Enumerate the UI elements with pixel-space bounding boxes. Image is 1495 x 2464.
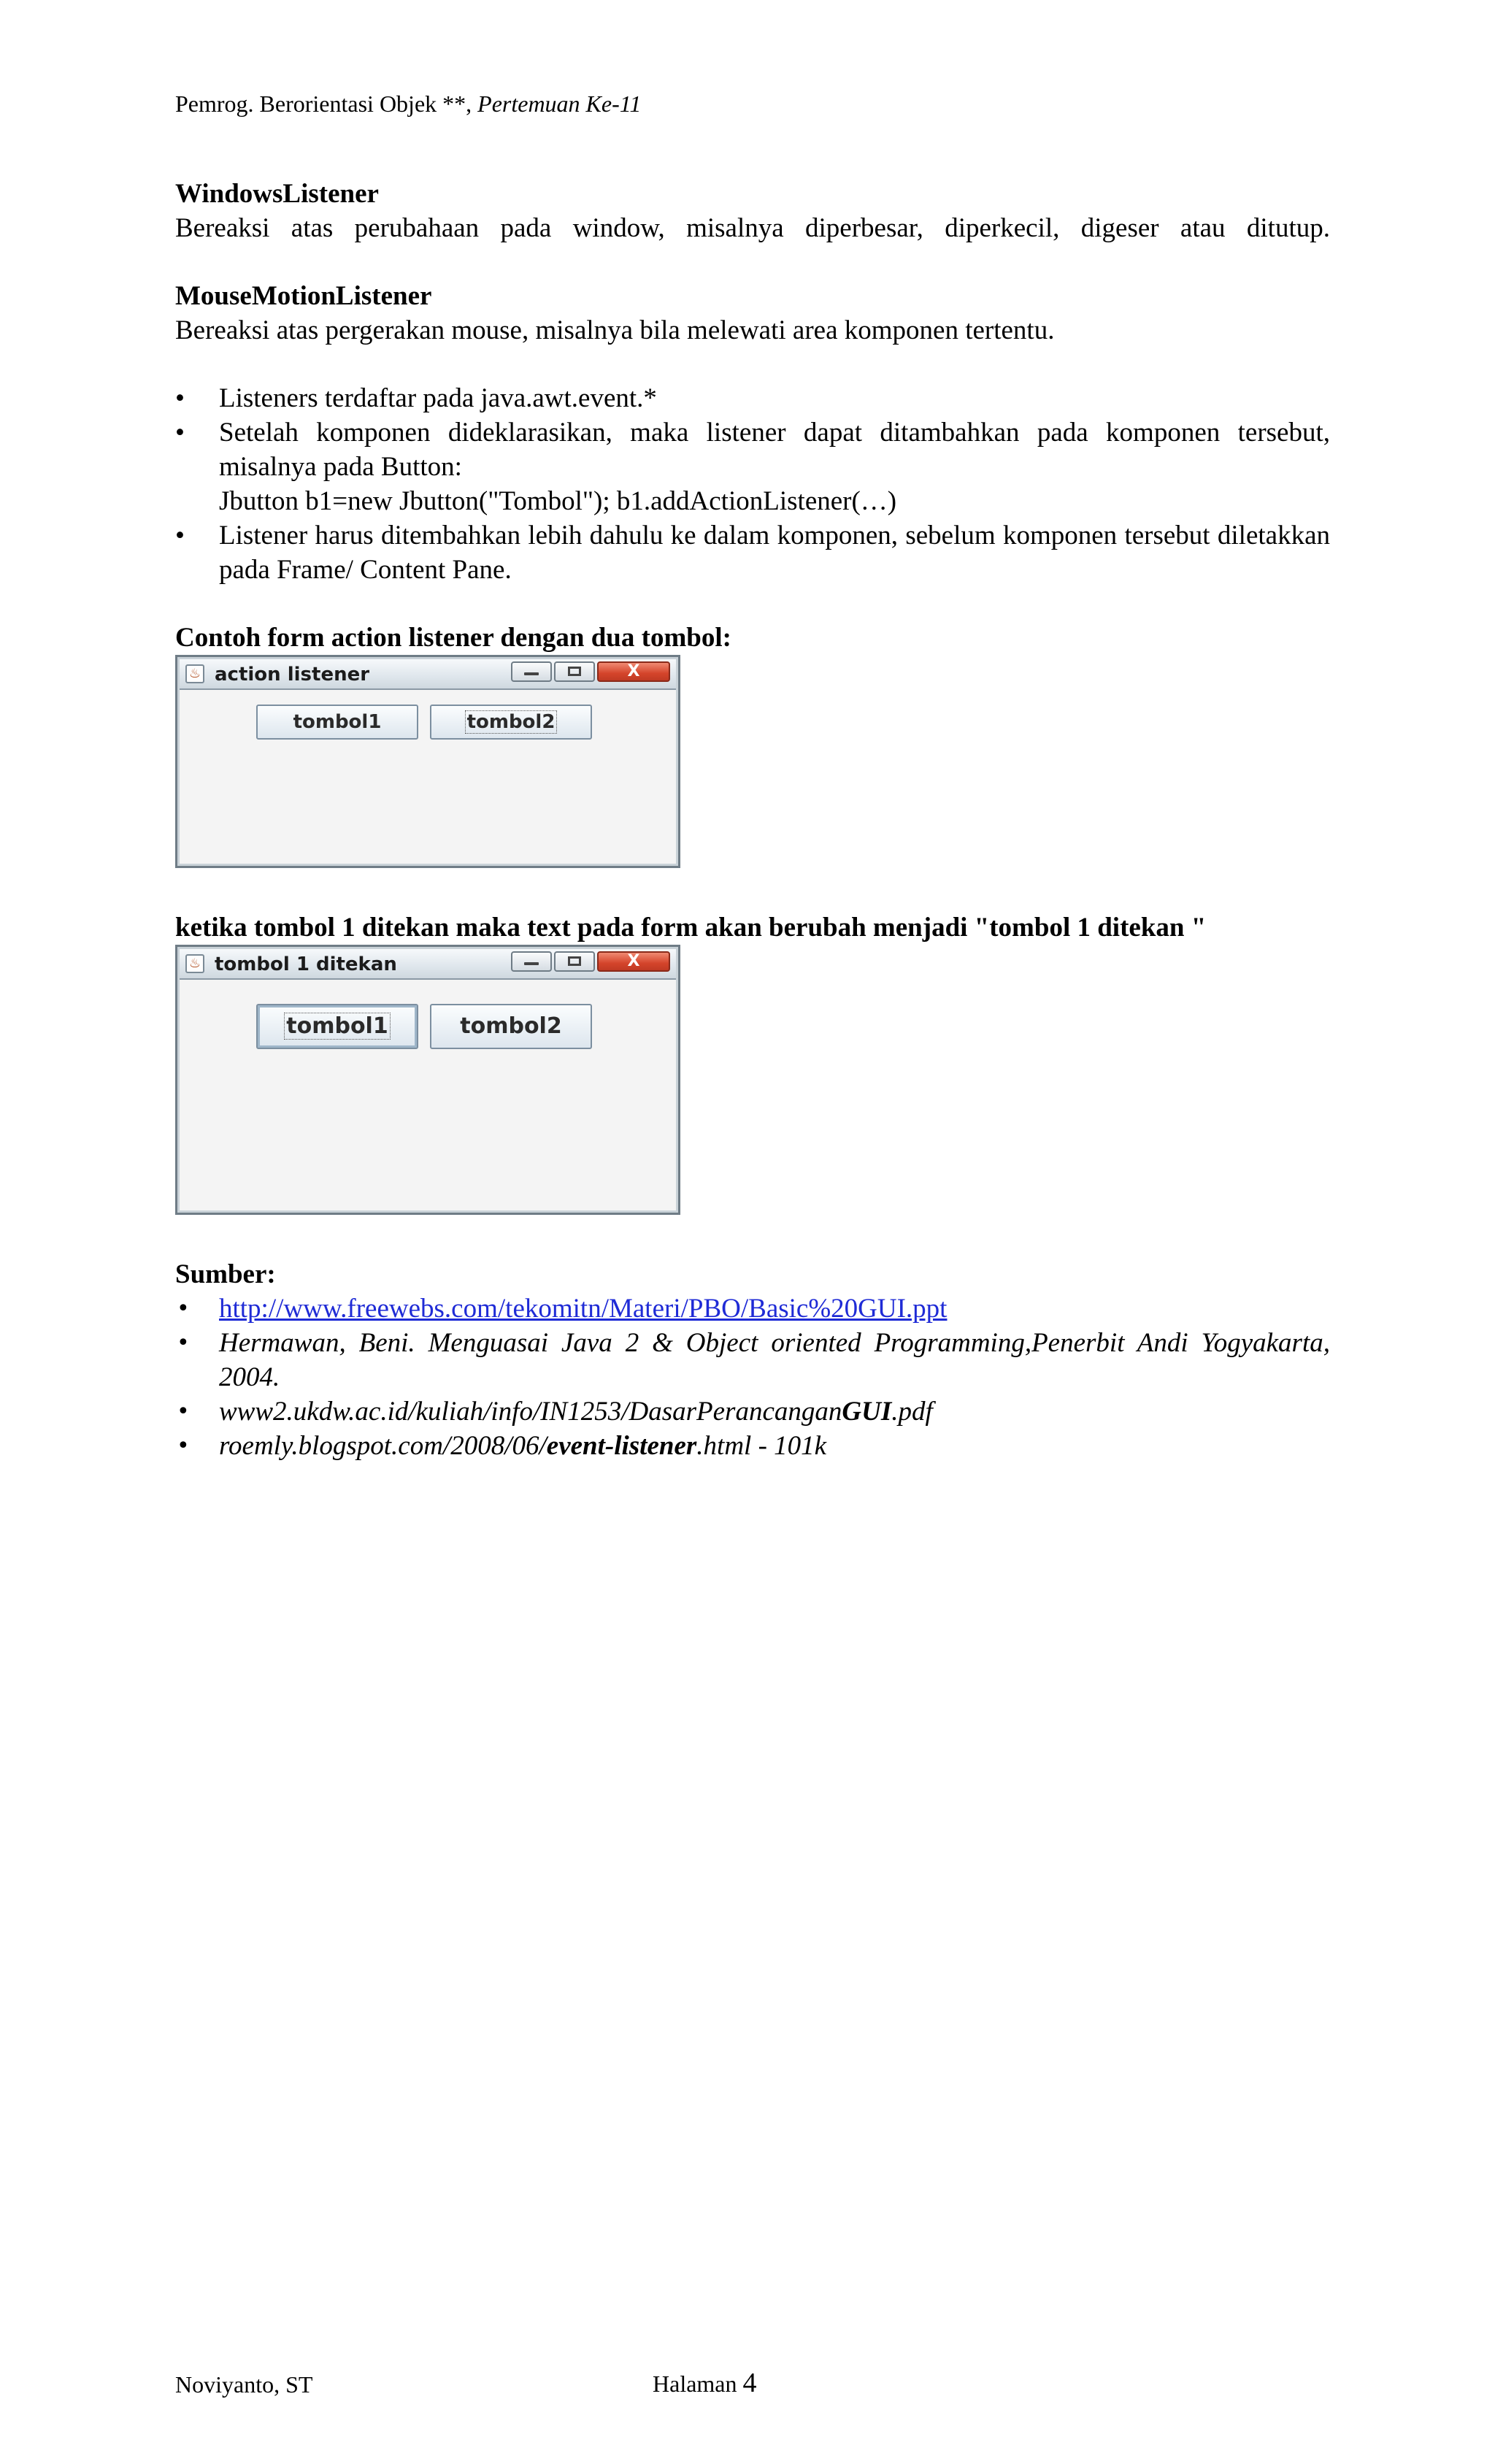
source-reference: www2.ukdw.ac.id/kuliah/info/IN1253/DasarPerancangan (219, 1397, 842, 1427)
section-windows-listener (175, 177, 1330, 245)
page-number: 4 (742, 2368, 757, 2398)
button-label: tombol2 (465, 710, 558, 734)
source-reference-bold: GUI (842, 1397, 892, 1427)
sources-list (175, 1292, 1330, 1463)
code-snippet: Jbutton b1=new Jbutton("Tombol"); b1.addActionListener(…) (219, 486, 897, 516)
bullet-icon: • (177, 1296, 190, 1321)
bullet-icon: • (177, 1330, 190, 1356)
session-name: Pertemuan Ke-11 (477, 91, 642, 117)
page-header (175, 89, 641, 118)
tombol1-button[interactable] (256, 1004, 418, 1049)
list-item (175, 1292, 1330, 1326)
listener-bullet-list (175, 381, 1330, 587)
tombol1-button[interactable]: tombol1 (256, 705, 418, 740)
source-reference-bold: event-listener (546, 1431, 697, 1461)
figure-action-listener (175, 621, 1330, 868)
window-title: action listener (215, 664, 370, 686)
java-window-screenshot (175, 945, 680, 1215)
window-titlebar (180, 949, 676, 980)
sources-title: Sumber: (175, 1259, 276, 1289)
document-body (175, 177, 1330, 1463)
close-icon[interactable]: X (597, 951, 670, 972)
java-window-screenshot (175, 655, 680, 868)
footer-page (653, 2368, 757, 2398)
close-icon[interactable]: X (597, 661, 670, 682)
source-reference: .html - 101k (696, 1431, 827, 1461)
bullet-icon: • (175, 383, 185, 413)
list-item-text: Setelah komponen dideklarasikan, maka listener dapat ditambahkan pada komponen tersebut, (219, 418, 1330, 448)
list-item (175, 1429, 1330, 1463)
minimize-icon[interactable] (511, 661, 552, 682)
section-text: Bereaksi atas pergerakan mouse, misalnya bila melewati area komponen tertentu. (175, 315, 1055, 345)
section-title: MouseMotionListener (175, 281, 432, 311)
maximize-icon[interactable] (554, 951, 595, 972)
bullet-icon: • (177, 1433, 190, 1459)
list-item (175, 415, 1330, 518)
source-reference: roemly.blogspot.com/2008/06/ (219, 1431, 547, 1461)
page-label: Halaman (653, 2371, 743, 2397)
bullet-icon: • (177, 1399, 190, 1424)
figure-caption: Contoh form action listener dengan dua tombol: (175, 623, 731, 653)
source-reference: .pdf (891, 1397, 933, 1427)
list-item (175, 518, 1330, 587)
button-label: tombol1 (284, 1013, 390, 1040)
bullet-icon: • (175, 521, 185, 550)
source-reference: Hermawan, Beni. Menguasai Java 2 & Object oriented Programming,Penerbit Andi Yogyakarta, 2004. (219, 1328, 1330, 1392)
window-titlebar (180, 659, 676, 690)
java-app-icon: ♨ (185, 664, 204, 683)
java-app-icon: ♨ (185, 954, 204, 973)
list-item-text: Listeners terdaftar pada java.awt.event.* (219, 383, 657, 413)
section-title: WindowsListener (175, 179, 379, 209)
tombol2-button[interactable]: tombol2 (430, 1004, 592, 1049)
section-text: Bereaksi atas perubahaan pada window, misalnya diperbesar, diperkecil, digeser atau ditutup. (175, 213, 1330, 243)
sources-section (175, 1257, 1330, 1463)
window-title: tombol 1 ditekan (215, 953, 397, 975)
list-item (175, 1326, 1330, 1394)
figure-caption: ketika tombol 1 ditekan maka text pada form akan berubah menjadi "tombol 1 ditekan " (175, 913, 1207, 943)
figure-tombol1-pressed (175, 910, 1330, 1215)
list-item (175, 381, 1330, 415)
list-item-text: misalnya pada Button: (219, 452, 462, 482)
source-link[interactable]: http://www.freewebs.com/tekomitn/Materi/PBO/Basic%20GUI.ppt (219, 1294, 948, 1324)
maximize-icon[interactable] (554, 661, 595, 682)
minimize-icon[interactable] (511, 951, 552, 972)
footer-author: Noviyanto, ST (175, 2371, 313, 2398)
section-mouse-motion-listener (175, 279, 1330, 348)
window-controls (509, 951, 670, 975)
window-controls (509, 661, 670, 685)
tombol2-button[interactable] (430, 705, 592, 740)
course-name: Pemrog. Berorientasi Objek **, (175, 91, 478, 117)
bullet-icon: • (175, 418, 185, 448)
list-item (175, 1394, 1330, 1429)
list-item-text: Listener harus ditembahkan lebih dahulu ke dalam komponen, sebelum komponen tersebut diletakkan pada Frame/ Content Pane. (219, 521, 1330, 585)
